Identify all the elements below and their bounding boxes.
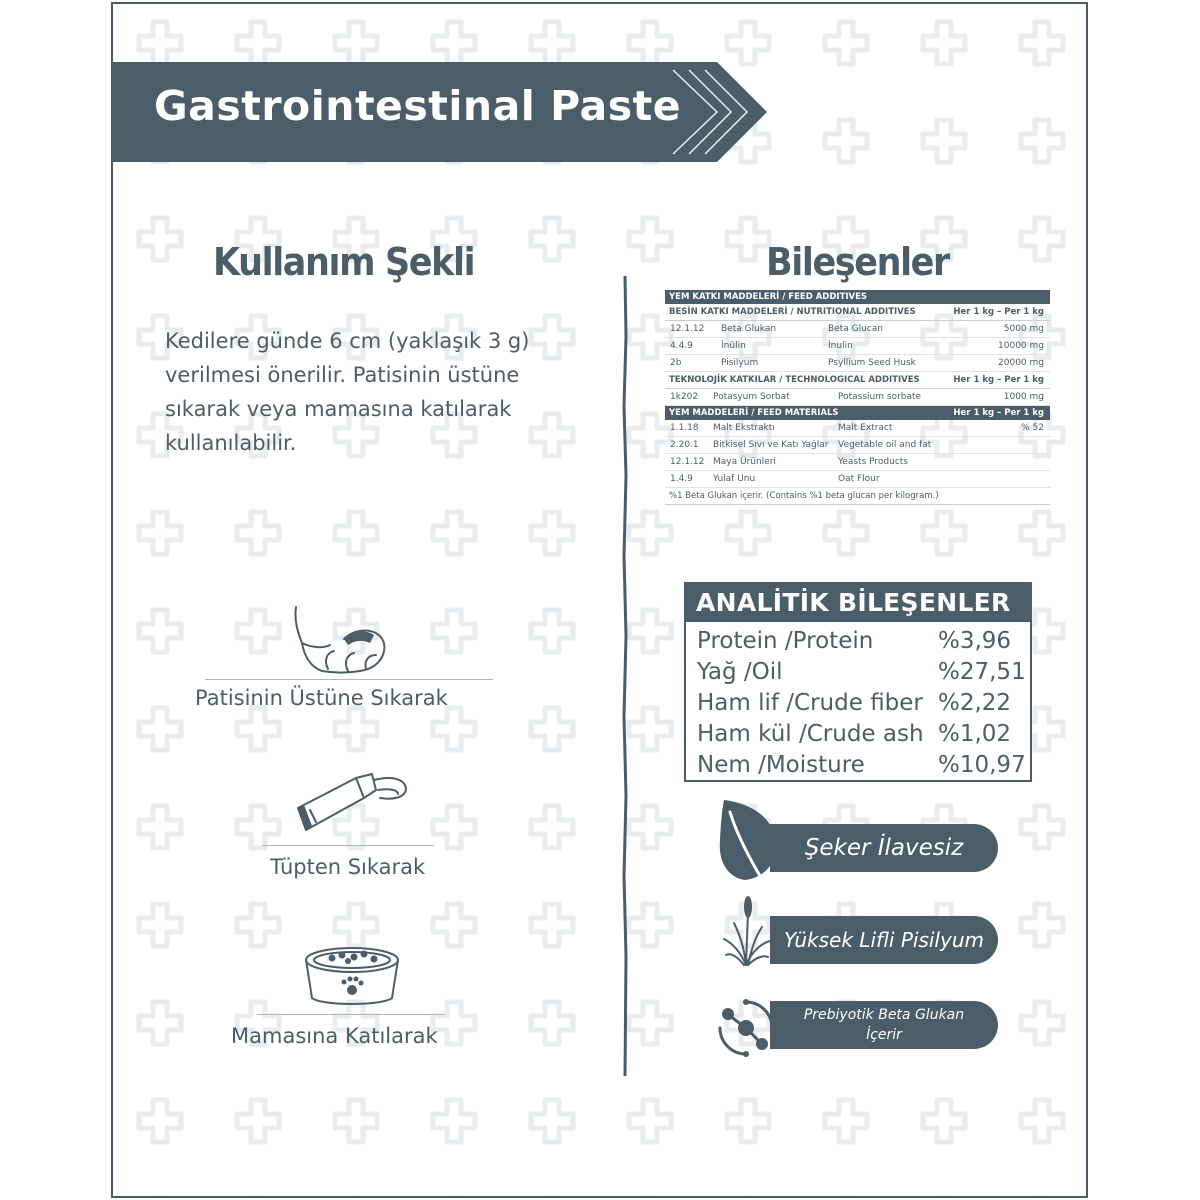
molecule-icon — [716, 998, 776, 1058]
analytic-label: Ham lif /Crude fiber — [697, 690, 923, 716]
technological-unit: Her 1 kg – Per 1 kg — [953, 375, 1044, 385]
usage-heading: Kullanım Şekli — [213, 240, 475, 284]
paw-icon — [288, 603, 388, 675]
feature-no-sugar — [770, 824, 998, 872]
analytic-value: %10,97 — [938, 752, 1026, 778]
row-name-tr: Yulaf Unu — [713, 474, 756, 484]
table-row — [665, 471, 1050, 488]
table-row — [665, 420, 1050, 437]
analytic-label: Yağ /Oil — [697, 659, 783, 685]
table-row — [665, 321, 1050, 338]
row-code: 12.1.12 — [670, 324, 705, 334]
row-code: 2b — [670, 358, 682, 368]
ingredients-note: %1 Beta Glukan içerir. (Contains %1 beta glucan per kilogram.) — [665, 488, 1050, 505]
usage-text — [165, 324, 585, 460]
method-divider — [262, 845, 434, 846]
row-amount: % 52 — [1021, 423, 1044, 433]
row-code: 1.1.18 — [670, 423, 699, 433]
row-code: 12.1.12 — [670, 457, 705, 467]
feed-additives-header — [665, 290, 1050, 304]
tube-icon — [294, 768, 408, 838]
food-bowl-icon — [302, 946, 402, 1008]
leaf-icon — [716, 800, 778, 880]
nutritional-header-text: BESİN KATKI MADDELERİ / NUTRITIONAL ADDITIVES — [669, 307, 916, 317]
analytic-label: Nem /Moisture — [697, 752, 865, 778]
materials-header-text: YEM MADDELERİ / FEED MATERIALS — [669, 408, 839, 418]
analytic-box — [684, 582, 1032, 782]
table-row — [665, 437, 1050, 454]
method-divider — [205, 679, 493, 680]
table-row — [665, 389, 1050, 406]
nutritional-unit: Her 1 kg – Per 1 kg — [953, 307, 1044, 317]
materials-header — [665, 406, 1050, 420]
feature-psyllium-label: Yüksek Lifli Pisilyum — [784, 928, 984, 952]
analytic-title: ANALİTİK BİLEŞENLER — [686, 584, 1030, 622]
feature-beta-glucan-line2: İçerir — [866, 1027, 902, 1043]
row-name-en: Yeasts Products — [838, 457, 908, 467]
analytic-value: %3,96 — [938, 628, 1012, 654]
psyllium-plant-icon — [722, 895, 772, 967]
row-amount: 5000 mg — [1003, 324, 1044, 334]
table-row — [665, 355, 1050, 372]
usage-text-line: Kedilere günde 6 cm (yaklaşık 3 g) — [165, 329, 530, 353]
usage-text-line: kullanılabilir. — [165, 431, 297, 455]
row-code: 2.20.1 — [670, 440, 699, 450]
feature-beta-glucan-line1: Prebiyotik Beta Glukan — [803, 1007, 965, 1023]
row-name-tr: İnülin — [721, 341, 746, 351]
row-name-en: Vegetable oil and fat — [838, 440, 932, 450]
usage-text-line: verilmesi önerilir. Patisinin üstüne — [165, 363, 520, 387]
row-name-tr: Beta Glukan — [721, 324, 777, 334]
analytic-value: %1,02 — [938, 721, 1012, 747]
row-name-en: Malt Extract — [838, 423, 893, 433]
analytic-value: %2,22 — [938, 690, 1012, 716]
ingredients-heading: Bileşenler — [766, 240, 949, 284]
technological-header — [665, 372, 1050, 389]
method-divider — [257, 1014, 445, 1015]
column-divider — [622, 276, 628, 1076]
method-bowl-label: Mamasına Katılarak — [231, 1024, 438, 1048]
row-name-tr: Potasyum Sorbat — [713, 392, 790, 402]
feature-psyllium — [770, 916, 998, 964]
page-title: Gastrointestinal Paste — [154, 82, 682, 130]
analytic-label: Protein /Protein — [697, 628, 874, 654]
materials-unit: Her 1 kg – Per 1 kg — [953, 408, 1044, 418]
row-name-en: Psyllium Seed Husk — [828, 358, 916, 368]
row-code: 1.4.9 — [670, 474, 693, 484]
method-tube-label: Tüpten Sıkarak — [270, 855, 426, 879]
row-name-tr: Malt Ekstraktı — [713, 423, 775, 433]
feature-no-sugar-label: Şeker İlavesiz — [804, 835, 964, 861]
row-name-en: Potassium sorbate — [838, 392, 922, 402]
table-row — [665, 454, 1050, 471]
row-name-tr: Maya Ürünleri — [713, 457, 776, 467]
row-amount: 20000 mg — [998, 358, 1044, 368]
table-row — [665, 338, 1050, 355]
row-name-en: Oat Flour — [838, 474, 880, 484]
technological-header-text: TEKNOLOJİK KATKILAR / TECHNOLOGICAL ADDITIVES — [669, 375, 920, 385]
row-name-en: İnulin — [828, 341, 853, 351]
analytic-value: %27,51 — [938, 659, 1026, 685]
row-code: 4.4.9 — [670, 341, 693, 351]
feed-additives-header-text: YEM KATKI MADDELERİ / FEED ADDITIVES — [669, 292, 868, 302]
row-amount: 10000 mg — [998, 341, 1044, 351]
row-name-tr: Pisilyum — [721, 358, 759, 368]
row-code: 1k202 — [670, 392, 699, 402]
row-amount: 1000 mg — [1003, 392, 1044, 402]
analytic-label: Ham kül /Crude ash — [697, 721, 924, 747]
method-paw-label: Patisinin Üstüne Sıkarak — [195, 686, 448, 710]
row-name-tr: Bitkisel Sıvı ve Katı Yağlar — [713, 440, 829, 450]
ingredients-table — [665, 290, 1050, 505]
row-name-en: Beta Glucan — [828, 324, 883, 334]
nutritional-header — [665, 304, 1050, 321]
usage-text-line: sıkarak veya mamasına katılarak — [165, 397, 512, 421]
feature-beta-glucan — [770, 1001, 998, 1049]
